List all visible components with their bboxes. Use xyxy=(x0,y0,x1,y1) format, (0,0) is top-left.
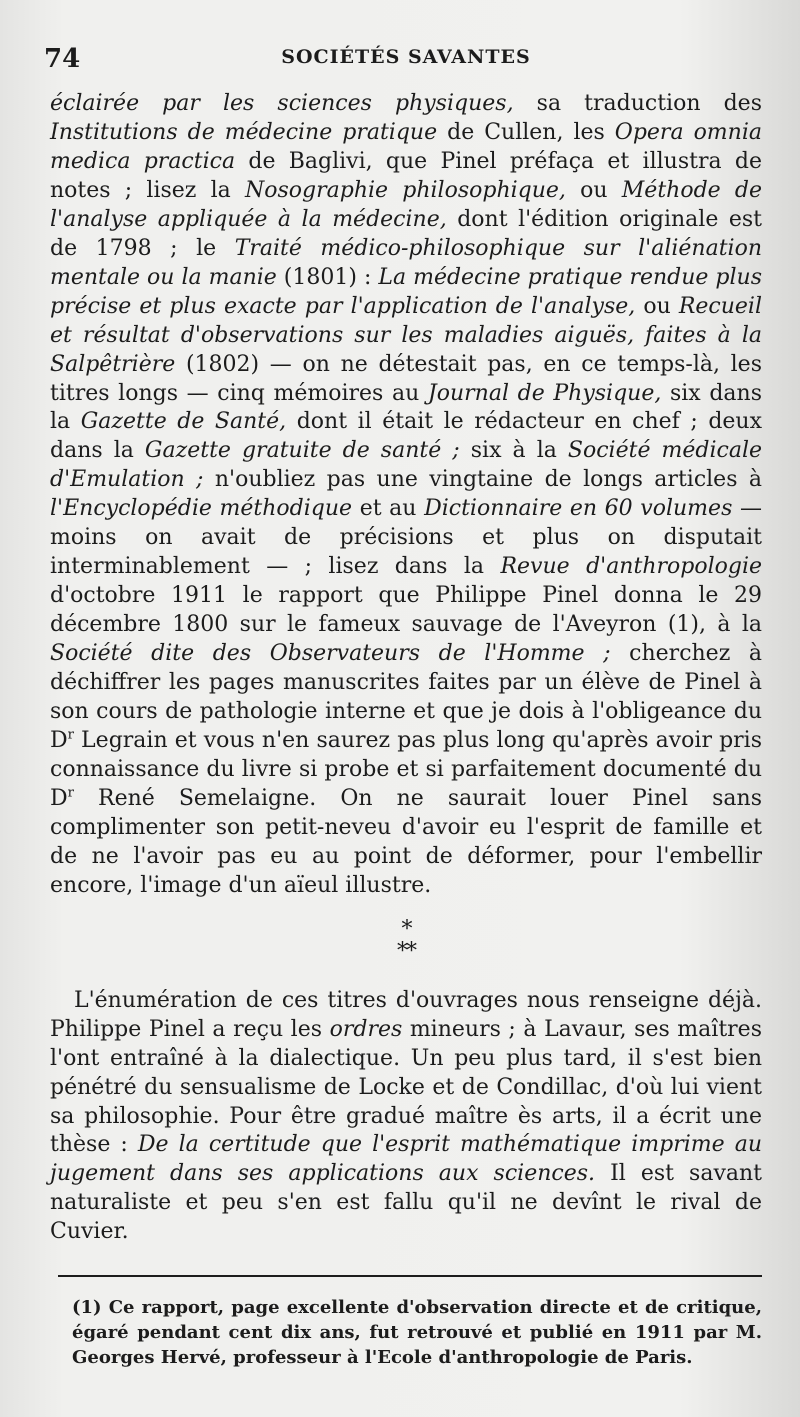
paragraph1-run: dont il était le rédacteur en chef ; deux dans la xyxy=(50,409,762,464)
paragraph-2 xyxy=(50,987,762,1248)
paragraph1-run: (1802) — on ne détestait pas, en ce temps-là, les titres longs — cinq mémoires au xyxy=(50,351,762,406)
paragraph1-run: six dans la xyxy=(50,380,762,435)
paragraph1-run: Revue d'anthropologie xyxy=(500,554,762,580)
paragraph1-run: sa traduction des xyxy=(513,91,762,116)
footnote-rule xyxy=(58,1275,762,1277)
asterism xyxy=(50,916,762,964)
running-head xyxy=(44,40,762,84)
paragraph1-run: et au xyxy=(352,496,425,522)
paragraph1-run: l'Encyclopédie méthodique xyxy=(50,496,353,522)
paragraph1-run: (1801) : xyxy=(276,264,379,290)
paragraph1-run: ou xyxy=(635,293,679,319)
paragraph1-run: Gazette gratuite de santé ; xyxy=(144,438,460,464)
running-title: SOCIÉTÉS SAVANTES xyxy=(281,46,531,68)
paragraph1-run: de Baglivi, que Pinel préfaça et illustra de notes ; lisez la xyxy=(50,148,762,203)
paragraph2-run: ordres xyxy=(329,1016,403,1042)
paragraph1-run: Opera omnia medica practica xyxy=(50,119,762,174)
footnote xyxy=(50,1295,762,1370)
paragraph2-run: L'énumération de ces titres d'ouvrages nous renseigne déjà. Philippe Pinel a reçu les xyxy=(50,987,762,1042)
page-number: 74 xyxy=(44,44,81,74)
paragraph1-run: d'octobre 1911 le rapport que Philippe Pinel donna le 29 décembre 1800 sur le fameux sauvage de l'Aveyron (1), à la xyxy=(50,583,762,638)
paragraph1-run: n'oubliez pas une vingtaine de longs articles à xyxy=(203,467,762,493)
paragraph1-run: dont l'édition originale est de 1798 ; le xyxy=(50,206,762,261)
footnote-text: (1) Ce rapport, page excellente d'observation directe et de critique, égaré pendant cent dix ans, fut retrouvé et publié en 1911 par M. Georges Hervé, professeur à l'Ecole d'anthropologie de Paris. xyxy=(72,1297,762,1369)
paragraph1-run: Méthode de l'analyse appliquée à la médecine, xyxy=(50,177,763,232)
paragraph1-run: de Cullen, les xyxy=(437,119,615,145)
paragraph1-run: Recueil et résultat d'observations sur les maladies aiguës, faites à la Salpêtrière xyxy=(50,293,762,377)
paragraph1-run: René Semelaigne. On ne saurait louer Pinel sans complimenter son petit-neveu d'avoir eu l'esprit de famille et de ne l'avoir pas eu au point de déformer, pour l'embellir encore, l'image d'un aïeul illustre. xyxy=(50,785,762,898)
paragraph2-run: De la certitude que l'esprit mathématique imprime au jugement dans ses applications aux sciences. xyxy=(50,1132,762,1187)
paragraph1-run: Dictionnaire en 60 volumes xyxy=(424,496,733,522)
asterism-bottom: ** xyxy=(397,938,415,964)
paragraph1-run: ou xyxy=(565,177,622,203)
paragraph1-run: r xyxy=(67,727,74,743)
paragraph1-run: La médecine pratique rendue plus précise et plus exacte par l'application de l'analyse, xyxy=(50,264,763,319)
paragraph1-run: Nosographie philosophique, xyxy=(244,177,566,203)
asterism-top: * xyxy=(401,916,411,942)
paragraph1-run: Institutions de médecine pratique xyxy=(50,119,438,145)
paragraph1-run: six à la xyxy=(459,438,568,464)
paragraph1-run: cherchez à déchiffrer les pages manuscrites faites par un élève de Pinel à son cours de pathologie interne et que je dois à l'obligeance du D xyxy=(50,641,763,753)
paragraph1-run: Legrain et vous n'en saurez pas plus long qu'après avoir pris connaissance du livre si probe et si parfaitement documenté du D xyxy=(50,727,762,811)
paragraph2-run: mineurs ; à Lavaur, ses maîtres l'ont entraîné à la dialectique. Un peu plus tard, il s'est bien pénétré du sensualisme de Locke et de Condillac, d'où lui vient sa philosophie. Pour être gradué maître ès arts, il a écrit une thèse : xyxy=(50,1016,762,1158)
paragraph1-run: — moins on avait de précisions et plus on disputait interminablement — ; lisez dans la xyxy=(50,496,762,580)
body-text xyxy=(50,90,762,1247)
paragraph1-run: Gazette de Santé, xyxy=(80,409,287,435)
paragraph1-run: Traité médico-philosophique sur l'aliénation mentale ou la manie xyxy=(50,235,762,290)
paragraph-1 xyxy=(50,90,762,901)
paragraph1-run: éclairée par les sciences physiques, xyxy=(50,91,514,116)
paragraph1-run: Société dite des Observateurs de l'Homme ; xyxy=(50,641,611,667)
paragraph1-run: Journal de Physique, xyxy=(427,380,662,406)
paragraph1-run: Société médicale d'Emulation ; xyxy=(50,438,763,493)
paragraph1-run: r xyxy=(67,785,74,801)
paragraph2-run: Il est savant naturaliste et peu s'en est fallu qu'il ne devînt le rival de Cuvier. xyxy=(50,1161,762,1245)
